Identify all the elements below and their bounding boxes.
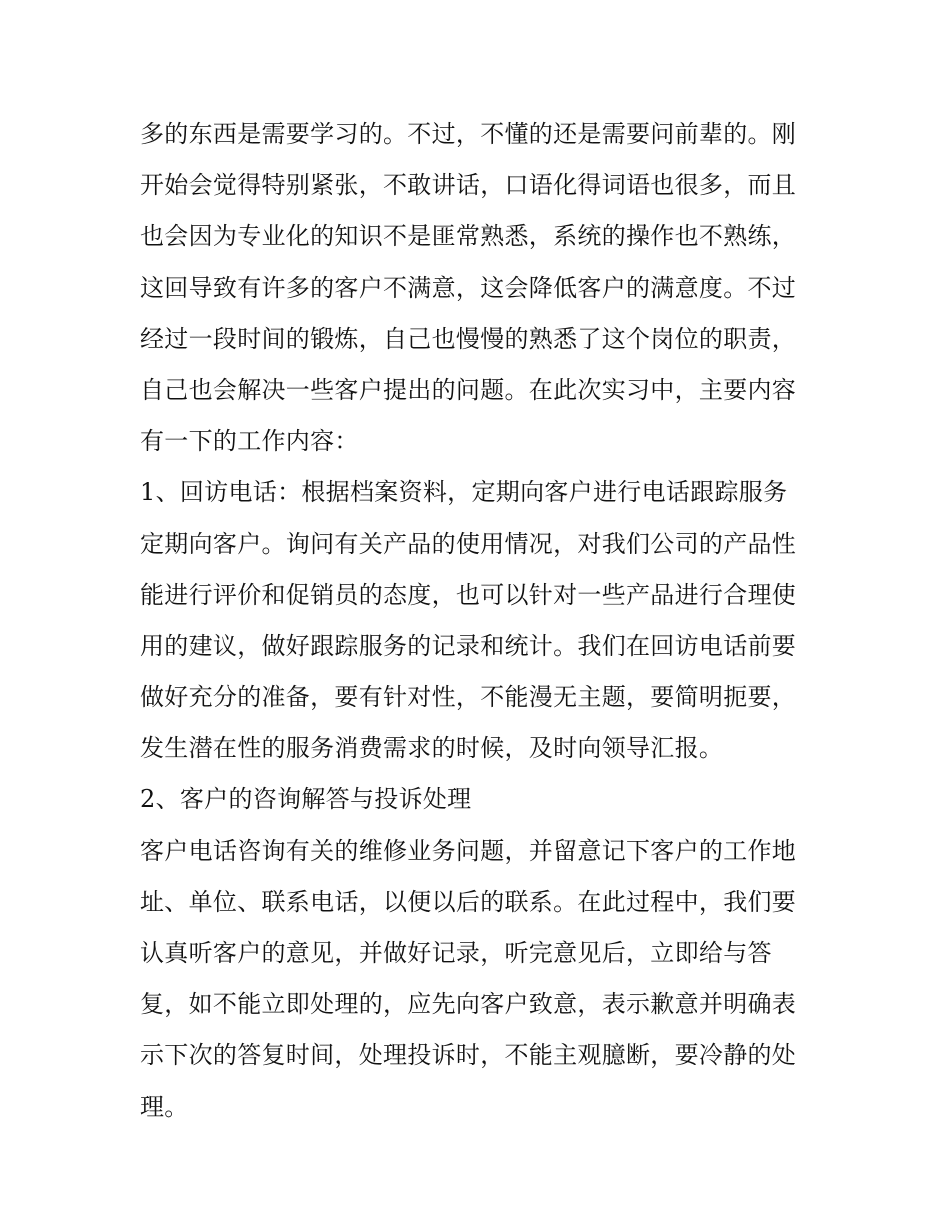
text-line: 多的东西是需要学习的。不过，不懂的还是需要问前辈的。刚 [140, 120, 797, 148]
list-item-heading: 2、客户的咨询解答与投诉处理 [140, 785, 472, 814]
text-line: 认真听客户的意见，并做好记录，听完意见后，立即给与答 [140, 939, 772, 967]
text-line: 能进行评价和促销员的态度，也可以针对一些产品进行合理使 [140, 580, 797, 609]
text-line: 定期向客户。询问有关产品的使用情况，对我们公司的产品性 [140, 529, 797, 558]
list-item-heading: 1、回访电话：根据档案资料，定期向客户进行电话跟踪服务 [140, 478, 788, 507]
text-line: 用的建议，做好跟踪服务的记录和统计。我们在回访电话前要 [140, 631, 797, 660]
text-line: 复，如不能立即处理的，应先向客户致意，表示歉意并明确表 [140, 990, 797, 1019]
text-line: 这回导致有许多的客户不满意，这会降低客户的满意度。不过 [140, 273, 797, 302]
body-text [140, 109, 820, 1133]
text-line: 经过一段时间的锻炼，自己也慢慢的熟悉了这个岗位的职责， [140, 324, 797, 353]
text-line: 有一下的工作内容： [140, 427, 359, 456]
text-line: 发生潜在性的服务消费需求的时候，及时向领导汇报。 [140, 734, 724, 763]
text-line: 自己也会解决一些客户提出的问题。在此次实习中，主要内容 [140, 375, 797, 404]
text-line: 也会因为专业化的知识不是匪常熟悉，系统的操作也不熟练， [140, 222, 797, 251]
text-line: 客户电话咨询有关的维修业务问题，并留意记下客户的工作地 [140, 836, 797, 865]
text-line: 示下次的答复时间，处理投诉时，不能主观臆断，要冷静的处 [140, 1041, 797, 1070]
text-line: 开始会觉得特别紧张，不敢讲话，口语化得词语也很多，而且 [140, 171, 797, 200]
text-line: 做好充分的准备，要有针对性，不能漫无主题，要简明扼要， [140, 683, 797, 712]
text-line: 理。 [140, 1092, 189, 1121]
text-line: 址、单位、联系电话，以便以后的联系。在此过程中，我们要 [140, 887, 797, 916]
